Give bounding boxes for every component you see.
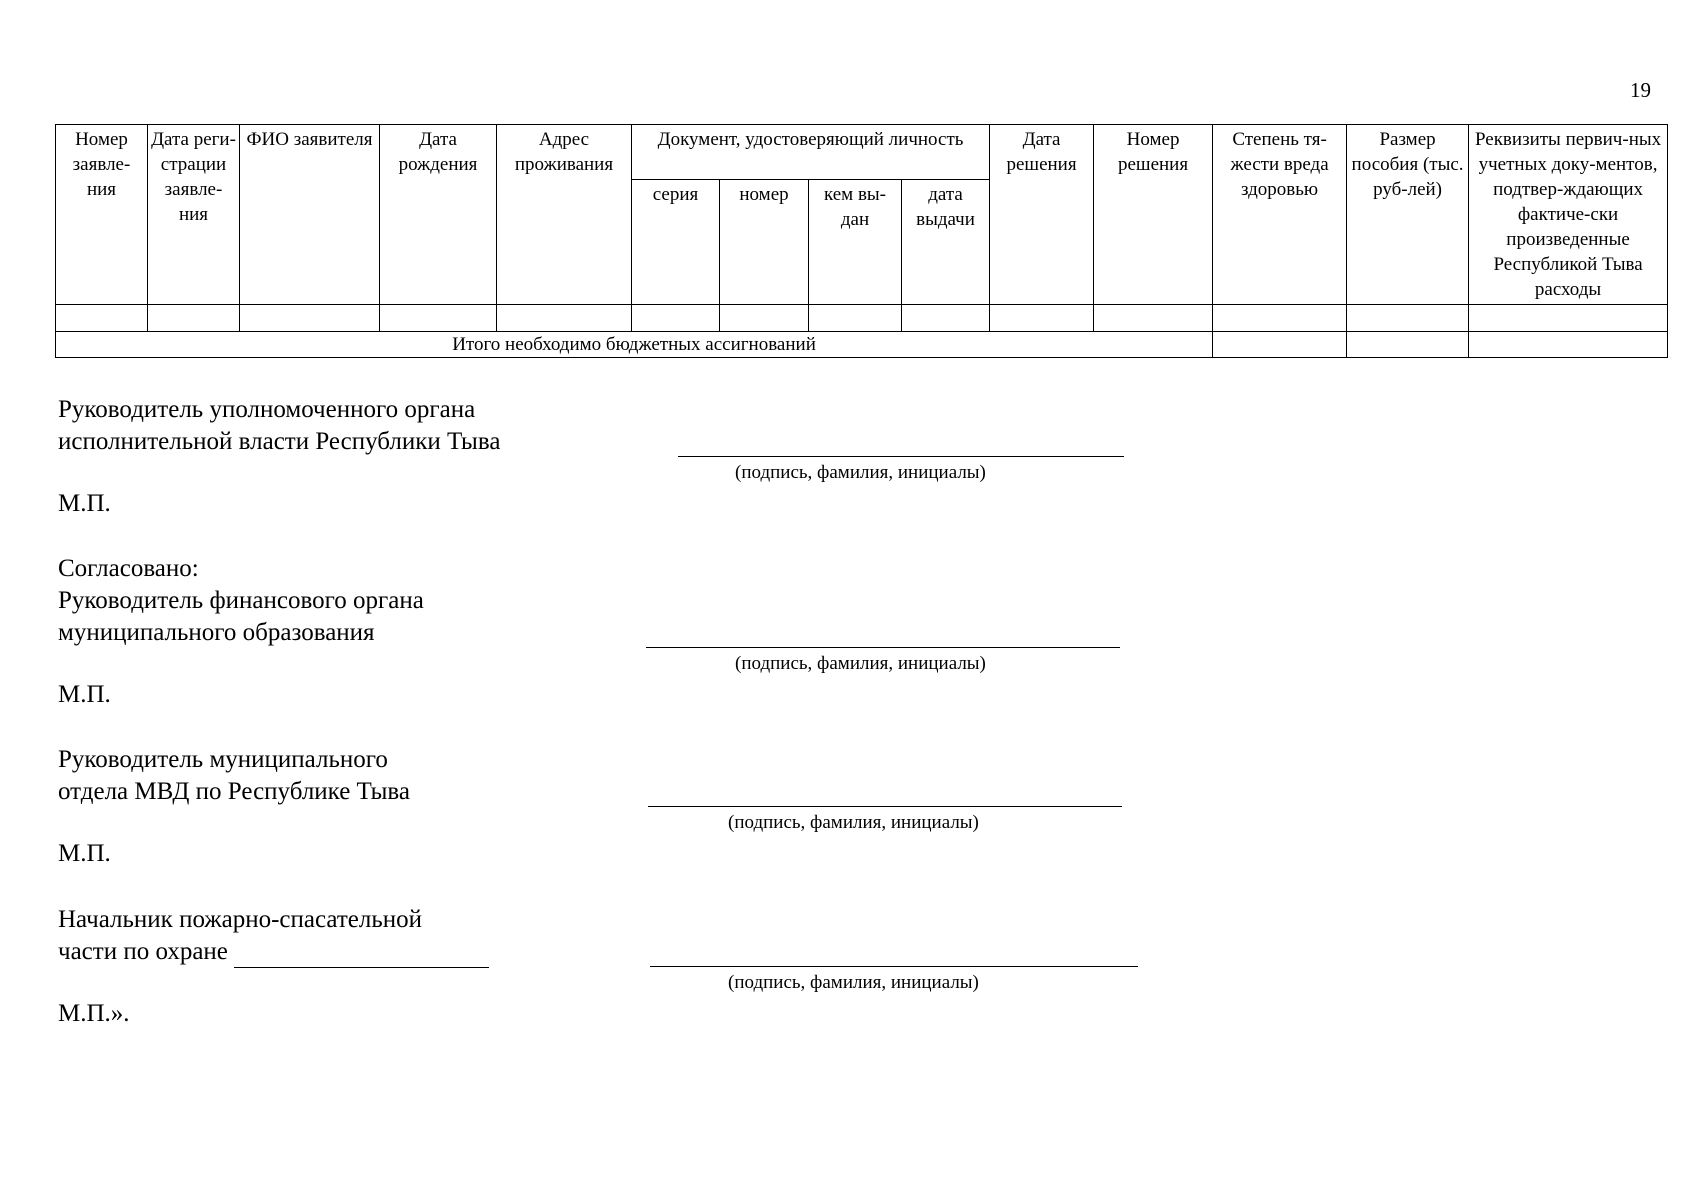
block4-title-line2: части по охране (58, 938, 228, 965)
total-cell (1347, 332, 1469, 358)
header-series: серия (632, 180, 720, 305)
signature-caption-2: (подпись, фамилия, инициалы) (735, 653, 986, 674)
header-harm-degree: Степень тя-жести вреда здоровью (1213, 125, 1347, 305)
header-requisites: Реквизиты первич-ных учетных доку-ментов, подтвер-ждающих фактиче-ски произведенные Республикой Тыва расходы (1469, 125, 1668, 305)
block4-title-line1: Начальник пожарно-спасательной (58, 906, 422, 933)
table-cell (1094, 305, 1213, 332)
signature-line-1 (678, 456, 1124, 457)
signature-block-1 (58, 394, 500, 458)
empty-data-row (56, 305, 1668, 332)
table-cell (809, 305, 902, 332)
header-app-number: Номер заявле-ния (56, 125, 148, 305)
block1-title-line1: Руководитель уполномоченного органа (58, 396, 476, 423)
applications-table (55, 124, 1668, 358)
block1-title-line2: исполнительной власти Республики Тыва (58, 428, 501, 455)
total-label: Итого необходимо бюджетных ассигнований (56, 332, 1213, 358)
header-decision-number: Номер решения (1094, 125, 1213, 305)
signature-caption-4: (подпись, фамилия, инициалы) (728, 972, 979, 993)
table-cell (632, 305, 720, 332)
total-cell (1469, 332, 1668, 358)
block3-title-line1: Руководитель муниципального (58, 746, 388, 773)
header-birth-date: Дата рождения (380, 125, 497, 305)
page-number: 19 (1630, 78, 1651, 102)
total-cell (1213, 332, 1347, 358)
table-cell (148, 305, 240, 332)
header-row (56, 125, 1668, 180)
signature-line-2 (646, 647, 1120, 648)
stamp-mark-3: М.П. (58, 840, 111, 867)
table-cell (990, 305, 1094, 332)
table-cell (1347, 305, 1469, 332)
block2-title-line1: Руководитель финансового органа (58, 587, 424, 614)
signature-line-4 (650, 966, 1138, 967)
stamp-mark-2: М.П. (58, 681, 111, 708)
signature-caption-1: (подпись, фамилия, инициалы) (735, 462, 986, 483)
table-cell (720, 305, 809, 332)
header-reg-date: Дата реги-страции заявле-ния (148, 125, 240, 305)
table-cell (380, 305, 497, 332)
signature-block-3 (58, 744, 410, 808)
table-cell (1469, 305, 1668, 332)
header-address: Адрес проживания (497, 125, 632, 305)
signature-block-2 (58, 553, 424, 649)
stamp-mark-1: М.П. (58, 490, 111, 517)
block2-approved-label: Согласовано: (58, 555, 199, 582)
header-decision-date: Дата решения (990, 125, 1094, 305)
signature-caption-3: (подпись, фамилия, инициалы) (728, 812, 979, 833)
table-cell (56, 305, 148, 332)
block3-title-line2: отдела МВД по Республике Тыва (58, 778, 410, 805)
header-issue-date: дата выдачи (902, 180, 990, 305)
header-issued-by: кем вы-дан (809, 180, 902, 305)
signature-block-4 (58, 904, 489, 968)
block2-title-line2: муниципального образования (58, 619, 375, 646)
block4-title-line2-wrap (58, 936, 489, 968)
table-cell (1213, 305, 1347, 332)
table-cell (902, 305, 990, 332)
header-document-group: Документ, удостоверяющий личность (632, 125, 990, 180)
header-fio: ФИО заявителя (240, 125, 380, 305)
unit-name-blank (234, 943, 489, 968)
table-cell (240, 305, 380, 332)
header-number: номер (720, 180, 809, 305)
stamp-mark-4: М.П.». (58, 1000, 130, 1027)
total-row (56, 332, 1668, 358)
header-benefit-amount: Размер пособия (тыс. руб-лей) (1347, 125, 1469, 305)
signature-line-3 (648, 806, 1122, 807)
table-cell (497, 305, 632, 332)
